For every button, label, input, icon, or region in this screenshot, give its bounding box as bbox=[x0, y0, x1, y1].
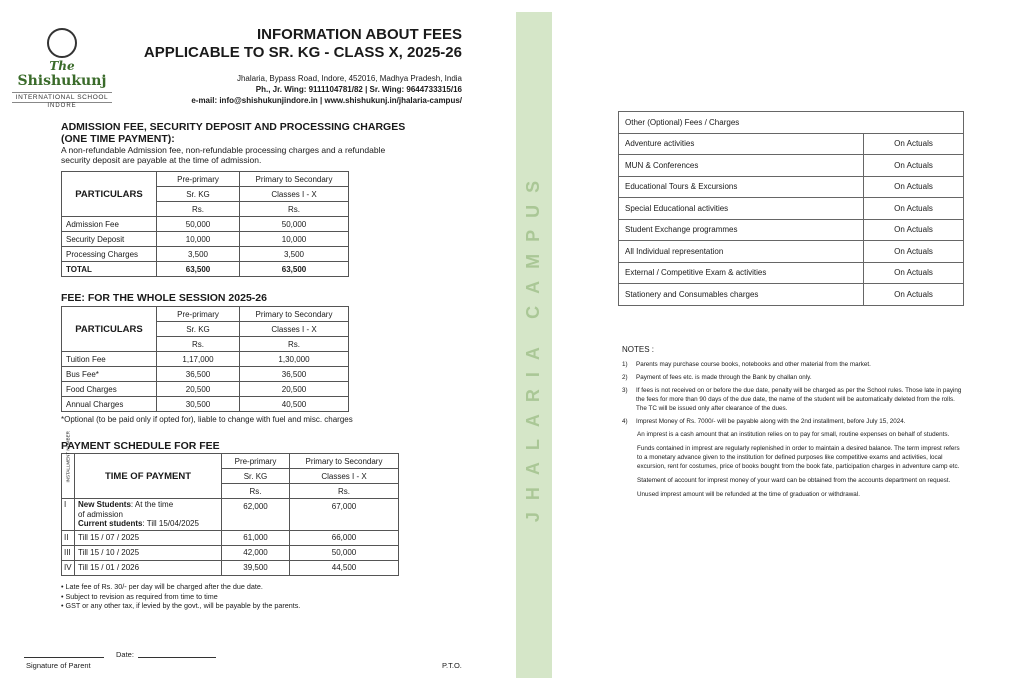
row-pre-value: 61,000 bbox=[222, 530, 290, 545]
address-line: Jhalaria, Bypass Road, Indore, 452016, Madhya Pradesh, India bbox=[236, 74, 462, 83]
row-label: TOTAL bbox=[62, 262, 157, 277]
table-row bbox=[62, 247, 349, 262]
row-pre-value: 30,500 bbox=[157, 397, 240, 412]
other-label: All Individual representation bbox=[619, 241, 864, 263]
campus-strip-text-wrap bbox=[516, 12, 552, 678]
row-primary-value: 3,500 bbox=[240, 247, 349, 262]
subheader-classes: Classes I - X bbox=[240, 322, 349, 337]
row-pre-value: 10,000 bbox=[157, 232, 240, 247]
row-pre-value: 36,500 bbox=[157, 367, 240, 382]
admission-heading1: ADMISSION FEE, SECURITY DEPOSIT AND PROCESSING CHARGES bbox=[61, 121, 406, 133]
header-particulars: PARTICULARS bbox=[62, 172, 157, 217]
phone-line: Ph., Jr. Wing: 9111104781/82 | Sr. Wing: 9644733315/16 bbox=[255, 85, 462, 94]
schedule-notes bbox=[61, 582, 300, 611]
table-row bbox=[62, 367, 349, 382]
note-number: 2) bbox=[622, 374, 628, 381]
table-row bbox=[62, 217, 349, 232]
other-label: Adventure activities bbox=[619, 133, 864, 155]
new-students-line bbox=[78, 500, 218, 510]
table-row bbox=[62, 397, 349, 412]
schedule-note-item: • Late fee of Rs. 30/- per day will be charged after the due date. bbox=[61, 582, 263, 591]
table-row bbox=[62, 499, 399, 531]
title-line2: APPLICABLE TO SR. KG - CLASS X, 2025-26 bbox=[143, 44, 462, 61]
row-label: Security Deposit bbox=[62, 232, 157, 247]
row-primary-value: 10,000 bbox=[240, 232, 349, 247]
other-label: Educational Tours & Excursions bbox=[619, 176, 864, 198]
date-line bbox=[138, 657, 216, 658]
imprest-paragraph: Statement of account for imprest money of your ward can be obtained from the accounts department on request. bbox=[637, 477, 951, 484]
subheader-sr-kg: Sr. KG bbox=[222, 469, 290, 484]
current-students-text: : Till 15/04/2025 bbox=[142, 519, 199, 528]
unit-label: Rs. bbox=[157, 337, 240, 352]
row-primary-value: 36,500 bbox=[240, 367, 349, 382]
header-pre-primary: Pre-primary bbox=[157, 307, 240, 322]
logo-name-line2: Shishukunj bbox=[17, 73, 107, 89]
note-item bbox=[622, 417, 962, 426]
other-value: On Actuals bbox=[864, 198, 964, 220]
imprest-paragraph: Funds contained in imprest are regularly replenished in order to maintain a desired balance. The term imprest refers to a monetary advance given to the institution for defined purposes like competitive exams and activities, local excursion, rent for costumes, price of books bought from the book fate, participation charges in adventure camp etc. bbox=[637, 445, 960, 470]
current-students-line bbox=[78, 519, 218, 529]
school-emblem-icon bbox=[47, 28, 77, 58]
unit-label: Rs. bbox=[157, 202, 240, 217]
header-time-of-payment: TIME OF PAYMENT bbox=[75, 454, 222, 499]
table-row bbox=[62, 232, 349, 247]
admission-text2: security deposit are payable at the time of admission. bbox=[61, 155, 262, 165]
schedule-note-text: Late fee of Rs. 30/- per day will be charged after the due date. bbox=[65, 582, 263, 591]
row-label: Tuition Fee bbox=[62, 352, 157, 367]
session-footnote: *Optional (to be paid only if opted for), liable to change with fuel and misc. charges bbox=[61, 415, 353, 424]
address-block bbox=[191, 73, 462, 106]
admission-table bbox=[61, 171, 349, 277]
table-row bbox=[62, 530, 399, 545]
subheader-sr-kg: Sr. KG bbox=[157, 322, 240, 337]
other-label: Student Exchange programmes bbox=[619, 219, 864, 241]
header-installment-number bbox=[62, 430, 75, 499]
note-number: 3) bbox=[622, 387, 628, 394]
installment-number-label: INSTALLMENT NUMBER bbox=[65, 430, 71, 482]
note-number: 4) bbox=[622, 418, 628, 425]
row-label: Bus Fee* bbox=[62, 367, 157, 382]
admission-heading2: (ONE TIME PAYMENT): bbox=[61, 133, 175, 145]
subheader-sr-kg: Sr. KG bbox=[157, 187, 240, 202]
date-label: Date: bbox=[116, 650, 134, 659]
table-row bbox=[619, 241, 964, 263]
logo-name-line1: The bbox=[49, 59, 75, 73]
other-value: On Actuals bbox=[864, 219, 964, 241]
row-primary-value: 66,000 bbox=[290, 530, 399, 545]
table-row bbox=[619, 219, 964, 241]
new-students-text: : At the time bbox=[130, 500, 174, 509]
header-primary-secondary: Primary to Secondary bbox=[290, 454, 399, 469]
new-students-label: New Students bbox=[78, 500, 131, 509]
signature-line bbox=[24, 657, 104, 658]
admission-section bbox=[61, 121, 481, 165]
other-value: On Actuals bbox=[864, 133, 964, 155]
campus-strip-text: JHALARIA CAMPUS bbox=[523, 168, 544, 522]
row-primary-value: 44,500 bbox=[290, 560, 399, 575]
header-primary-secondary: Primary to Secondary bbox=[240, 307, 349, 322]
row-pre-value: 50,000 bbox=[157, 217, 240, 232]
installment-time: Till 15 / 07 / 2025 bbox=[75, 530, 222, 545]
other-value: On Actuals bbox=[864, 241, 964, 263]
header-primary-secondary: Primary to Secondary bbox=[240, 172, 349, 187]
table-row bbox=[619, 262, 964, 284]
installment-num: II bbox=[62, 530, 75, 545]
other-fees-wrap bbox=[618, 111, 964, 306]
installment-time: Till 15 / 01 / 2026 bbox=[75, 560, 222, 575]
row-label: Processing Charges bbox=[62, 247, 157, 262]
note-item bbox=[622, 360, 962, 369]
admission-table-wrap bbox=[61, 171, 349, 277]
row-primary-value: 20,500 bbox=[240, 382, 349, 397]
imprest-paragraph: Unused imprest amount will be refunded at the time of graduation or withdrawal. bbox=[637, 491, 860, 498]
logo-city: INDORE bbox=[47, 103, 77, 109]
school-logo bbox=[12, 28, 112, 109]
notes-section bbox=[622, 345, 962, 504]
page-title bbox=[144, 26, 462, 62]
row-label: Food Charges bbox=[62, 382, 157, 397]
unit-label: Rs. bbox=[290, 484, 399, 499]
session-table bbox=[61, 306, 349, 412]
row-label: Admission Fee bbox=[62, 217, 157, 232]
schedule-note-text: GST or any other tax, if levied by the govt., will be payable by the parents. bbox=[65, 601, 301, 610]
other-fees-table bbox=[618, 111, 964, 306]
row-primary-value: 67,000 bbox=[290, 499, 399, 531]
title-line1: INFORMATION ABOUT FEES bbox=[257, 26, 462, 43]
session-table-wrap bbox=[61, 306, 349, 412]
signature-label: Signature of Parent bbox=[26, 661, 91, 670]
header-pre-primary: Pre-primary bbox=[222, 454, 290, 469]
note-number: 1) bbox=[622, 361, 628, 368]
current-students-label: Current students bbox=[78, 519, 143, 528]
row-pre-value: 20,500 bbox=[157, 382, 240, 397]
row-primary-value: 1,30,000 bbox=[240, 352, 349, 367]
table-row bbox=[619, 133, 964, 155]
logo-subtitle: INTERNATIONAL SCHOOL bbox=[12, 92, 112, 103]
row-pre-value: 3,500 bbox=[157, 247, 240, 262]
note-text: Parents may purchase course books, notebooks and other material from the market. bbox=[636, 361, 871, 368]
row-pre-value: 39,500 bbox=[222, 560, 290, 575]
unit-label: Rs. bbox=[240, 337, 349, 352]
imprest-paragraph: An imprest is a cash amount that an institution relies on to pay for small, routine expenses on behalf of students. bbox=[637, 431, 950, 438]
other-fees-heading: Other (Optional) Fees / Charges bbox=[619, 112, 964, 134]
row-pre-value: 1,17,000 bbox=[157, 352, 240, 367]
contact-line: e-mail: info@shishukunjindore.in | www.shishukunj.in/jhalaria-campus/ bbox=[191, 96, 462, 105]
other-value: On Actuals bbox=[864, 284, 964, 306]
row-pre-value: 62,000 bbox=[222, 499, 290, 531]
header-particulars: PARTICULARS bbox=[62, 307, 157, 352]
table-row bbox=[619, 176, 964, 198]
table-row bbox=[62, 560, 399, 575]
installment-num: IV bbox=[62, 560, 75, 575]
session-heading: FEE: FOR THE WHOLE SESSION 2025-26 bbox=[61, 292, 267, 304]
unit-label: Rs. bbox=[240, 202, 349, 217]
pto-label: P.T.O. bbox=[442, 661, 462, 670]
installment-time: Till 15 / 10 / 2025 bbox=[75, 545, 222, 560]
row-label: Annual Charges bbox=[62, 397, 157, 412]
total-row bbox=[62, 262, 349, 277]
installment-num: III bbox=[62, 545, 75, 560]
other-label: Stationery and Consumables charges bbox=[619, 284, 864, 306]
unit-label: Rs. bbox=[222, 484, 290, 499]
schedule-note-item: • Subject to revision as required from time to time bbox=[61, 591, 218, 601]
note-text: Payment of fees etc. is made through the Bank by challan only. bbox=[636, 374, 812, 381]
row-pre-value: 42,000 bbox=[222, 545, 290, 560]
note-text: If fees is not received on or before the due date, penalty will be charged as per the School rules. Those late in paying the fees for more than 90 days of the due date, the name of the student will be automatically deleted from the rolls. The TC will be issued only after clearance of the dues. bbox=[636, 387, 962, 412]
row-primary-value: 40,500 bbox=[240, 397, 349, 412]
table-row bbox=[619, 155, 964, 177]
installment-num: I bbox=[62, 499, 75, 531]
notes-heading: NOTES : bbox=[622, 345, 655, 354]
note-text: Imprest Money of Rs. 7000/- will be payable along with the 2nd installment, before July 15, 2024. bbox=[636, 418, 906, 425]
other-value: On Actuals bbox=[864, 262, 964, 284]
row-primary-value: 50,000 bbox=[240, 217, 349, 232]
other-value: On Actuals bbox=[864, 176, 964, 198]
note-item bbox=[622, 386, 962, 413]
admission-text1: A non-refundable Admission fee, non-refundable processing charges and a refundable bbox=[61, 145, 386, 155]
table-row bbox=[619, 284, 964, 306]
other-label: Special Educational activities bbox=[619, 198, 864, 220]
other-label: External / Competitive Exam & activities bbox=[619, 262, 864, 284]
subheader-classes: Classes I - X bbox=[240, 187, 349, 202]
installment-time bbox=[75, 499, 222, 531]
row-primary-value: 50,000 bbox=[290, 545, 399, 560]
other-value: On Actuals bbox=[864, 155, 964, 177]
table-row bbox=[62, 545, 399, 560]
table-row bbox=[62, 382, 349, 397]
other-label: MUN & Conferences bbox=[619, 155, 864, 177]
table-row bbox=[619, 198, 964, 220]
admission-line: of admission bbox=[78, 509, 123, 519]
header-pre-primary: Pre-primary bbox=[157, 172, 240, 187]
schedule-note-text: Subject to revision as required from time to time bbox=[65, 591, 218, 601]
table-row bbox=[62, 352, 349, 367]
schedule-note-item: • GST or any other tax, if levied by the govt., will be payable by the parents. bbox=[61, 601, 301, 610]
row-primary-value: 63,500 bbox=[240, 262, 349, 277]
row-pre-value: 63,500 bbox=[157, 262, 240, 277]
subheader-classes: Classes I - X bbox=[290, 469, 399, 484]
note-item bbox=[622, 373, 962, 382]
schedule-heading: PAYMENT SCHEDULE FOR FEE bbox=[61, 440, 220, 452]
